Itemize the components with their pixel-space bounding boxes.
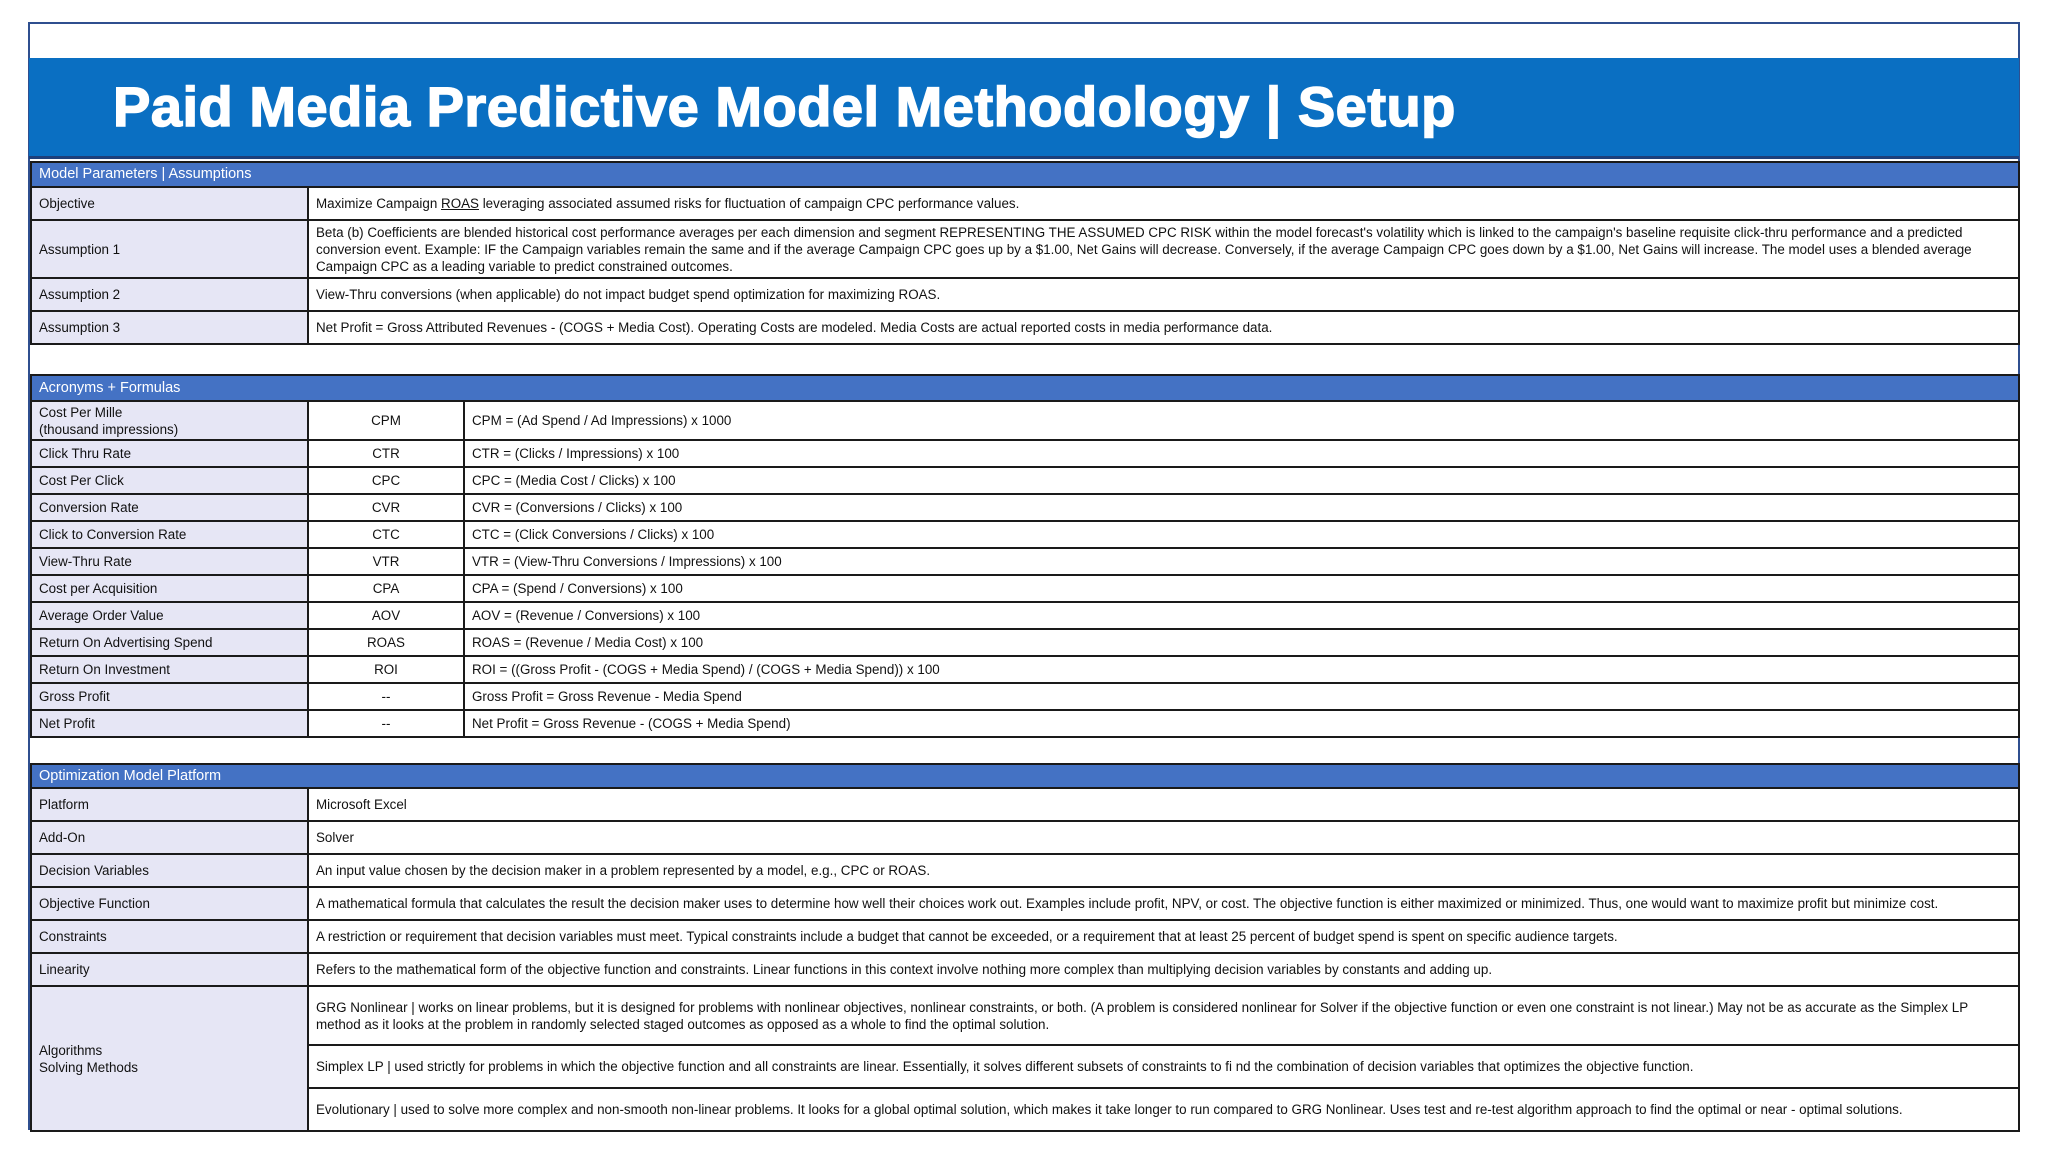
- row-value: Solver: [308, 821, 2019, 854]
- row-label: Decision Variables: [31, 854, 308, 887]
- metric-abbreviation: AOV: [308, 602, 464, 629]
- table-row: [31, 311, 2019, 344]
- row-label: Assumption 3: [31, 311, 308, 344]
- table-row: [31, 1088, 2019, 1131]
- table-row: [31, 494, 2019, 521]
- metric-abbreviation: CTR: [308, 440, 464, 467]
- table-row: [31, 602, 2019, 629]
- table-row: [31, 656, 2019, 683]
- page-title: Paid Media Predictive Model Methodology | Setup: [113, 75, 1456, 138]
- algorithm-evolutionary: Evolutionary | used to solve more complex and non-smooth non-linear problems. It looks for a global optimal solution, which makes it take longer to run compared to GRG Nonlinear. Uses test and re-test algorithm approach to find the optimal or near - optimal solutions.: [308, 1088, 2019, 1131]
- model-parameters-table: [30, 161, 2020, 345]
- row-label: Constraints: [31, 920, 308, 953]
- row-value: Refers to the mathematical form of the objective function and constraints. Linear functions in this context involve nothing more complex than multiplying decision variables by constants and adding up.: [308, 953, 2019, 986]
- table-row: [31, 187, 2019, 220]
- title-banner: [29, 58, 2019, 156]
- table-row: [31, 920, 2019, 953]
- row-label: Assumption 1: [31, 220, 308, 278]
- table-row: [31, 278, 2019, 311]
- metric-formula: CPA = (Spend / Conversions) x 100: [464, 575, 2019, 602]
- table-row: [31, 683, 2019, 710]
- table-row: [31, 467, 2019, 494]
- metric-formula: Gross Profit = Gross Revenue - Media Spend: [464, 683, 2019, 710]
- row-label: Objective Function: [31, 887, 308, 920]
- metric-name: Cost per Acquisition: [31, 575, 308, 602]
- row-label: Add-On: [31, 821, 308, 854]
- row-value: A mathematical formula that calculates the result the decision maker uses to determine how well their choices work out. Examples include profit, NPV, or cost. The objective function is either maximized or minimized. Thus, one would want to maximize profit but minimize cost.: [308, 887, 2019, 920]
- algorithm-simplex-lp: Simplex LP | used strictly for problems in which the objective function and all constraints are linear. Essentially, it solves different subsets of constraints to fi nd the combination of decision variables that optimizes the objective function.: [308, 1045, 2019, 1088]
- metric-name: Return On Advertising Spend: [31, 629, 308, 656]
- table-row: [31, 887, 2019, 920]
- table-row: [31, 854, 2019, 887]
- metric-abbreviation: --: [308, 683, 464, 710]
- metric-abbreviation: ROI: [308, 656, 464, 683]
- row-label: Objective: [31, 187, 308, 220]
- metric-abbreviation: CTC: [308, 521, 464, 548]
- metric-formula: CPM = (Ad Spend / Ad Impressions) x 1000: [464, 401, 2019, 440]
- row-value: Beta (b) Coefficients are blended historical cost performance averages per each dimension and segment REPRESENTING THE ASSUMED CPC RISK within the model forecast's volatility which is linked to the campaign's baseline requisite click-thru performance and a predicted conversion event. Example: IF the Campaign variables remain the same and if the average Campaign CPC goes up by a $1.00, Net Gains will decrease. Conversely, if the average Campaign CPC goes down by a $1.00, Net Gains will increase. The model uses a blended average Campaign CPC as a leading variable to predict constrained outcomes.: [308, 220, 2019, 278]
- table-row: [31, 575, 2019, 602]
- algorithm-grg-nonlinear: GRG Nonlinear | works on linear problems, but it is designed for problems with nonlinear objectives, nonlinear constraints, or both. (A problem is considered nonlinear for Solver if the objective function or even one constraint is not linear.) May not be as accurate as the Simplex LP method as it looks at the problem in randomly selected staged outcomes as opposed as a whole to find the optimal solution.: [308, 986, 2019, 1045]
- metric-formula: CTR = (Clicks / Impressions) x 100: [464, 440, 2019, 467]
- table-row: [31, 1045, 2019, 1088]
- table-row: [31, 521, 2019, 548]
- metric-abbreviation: CPA: [308, 575, 464, 602]
- table-row: [31, 220, 2019, 278]
- title-divider: [29, 156, 2019, 159]
- metric-formula: AOV = (Revenue / Conversions) x 100: [464, 602, 2019, 629]
- row-label: Platform: [31, 788, 308, 821]
- metric-formula: CVR = (Conversions / Clicks) x 100: [464, 494, 2019, 521]
- optimization-platform-table: [30, 763, 2020, 1132]
- acronyms-formulas-table: [30, 374, 2020, 738]
- metric-formula: Net Profit = Gross Revenue - (COGS + Media Spend): [464, 710, 2019, 737]
- metric-name: Net Profit: [31, 710, 308, 737]
- metric-name: Click Thru Rate: [31, 440, 308, 467]
- row-value: Microsoft Excel: [308, 788, 2019, 821]
- metric-abbreviation: ROAS: [308, 629, 464, 656]
- table-row: [31, 710, 2019, 737]
- row-value: Maximize Campaign ROAS leveraging associated assumed risks for fluctuation of campaign CPC performance values.: [308, 187, 2019, 220]
- table-row: [31, 401, 2019, 440]
- table-row: [31, 986, 2019, 1045]
- table-row: [31, 548, 2019, 575]
- metric-abbreviation: CPM: [308, 401, 464, 440]
- algorithms-label: Algorithms Solving Methods: [31, 986, 308, 1131]
- row-value: An input value chosen by the decision maker in a problem represented by a model, e.g., CPC or ROAS.: [308, 854, 2019, 887]
- section-header-parameters: Model Parameters | Assumptions: [31, 162, 2019, 187]
- metric-name: Cost Per Mille (thousand impressions): [31, 401, 308, 440]
- metric-name: Conversion Rate: [31, 494, 308, 521]
- table-row: [31, 788, 2019, 821]
- metric-abbreviation: --: [308, 710, 464, 737]
- row-value: View-Thru conversions (when applicable) do not impact budget spend optimization for maximizing ROAS.: [308, 278, 2019, 311]
- table-row: [31, 440, 2019, 467]
- metric-name: Gross Profit: [31, 683, 308, 710]
- metric-formula: ROAS = (Revenue / Media Cost) x 100: [464, 629, 2019, 656]
- row-value: Net Profit = Gross Attributed Revenues - (COGS + Media Cost). Operating Costs are modeled. Media Costs are actual reported costs in media performance data.: [308, 311, 2019, 344]
- metric-name: Average Order Value: [31, 602, 308, 629]
- row-label: Linearity: [31, 953, 308, 986]
- metric-formula: VTR = (View-Thru Conversions / Impressions) x 100: [464, 548, 2019, 575]
- section-header-platform: Optimization Model Platform: [31, 764, 2019, 788]
- roas-link[interactable]: ROAS: [441, 196, 479, 211]
- metric-name: Cost Per Click: [31, 467, 308, 494]
- metric-formula: ROI = ((Gross Profit - (COGS + Media Spend) / (COGS + Media Spend)) x 100: [464, 656, 2019, 683]
- metric-name: View-Thru Rate: [31, 548, 308, 575]
- metric-abbreviation: CVR: [308, 494, 464, 521]
- row-value: A restriction or requirement that decision variables must meet. Typical constraints include a budget that cannot be exceeded, or a requirement that at least 25 percent of budget spend is spent on specific audience targets.: [308, 920, 2019, 953]
- metric-name: Click to Conversion Rate: [31, 521, 308, 548]
- table-row: [31, 629, 2019, 656]
- metric-name: Return On Investment: [31, 656, 308, 683]
- table-row: [31, 821, 2019, 854]
- metric-formula: CPC = (Media Cost / Clicks) x 100: [464, 467, 2019, 494]
- metric-abbreviation: CPC: [308, 467, 464, 494]
- row-label: Assumption 2: [31, 278, 308, 311]
- metric-formula: CTC = (Click Conversions / Clicks) x 100: [464, 521, 2019, 548]
- table-row: [31, 953, 2019, 986]
- section-header-acronyms: Acronyms + Formulas: [31, 375, 2019, 401]
- metric-abbreviation: VTR: [308, 548, 464, 575]
